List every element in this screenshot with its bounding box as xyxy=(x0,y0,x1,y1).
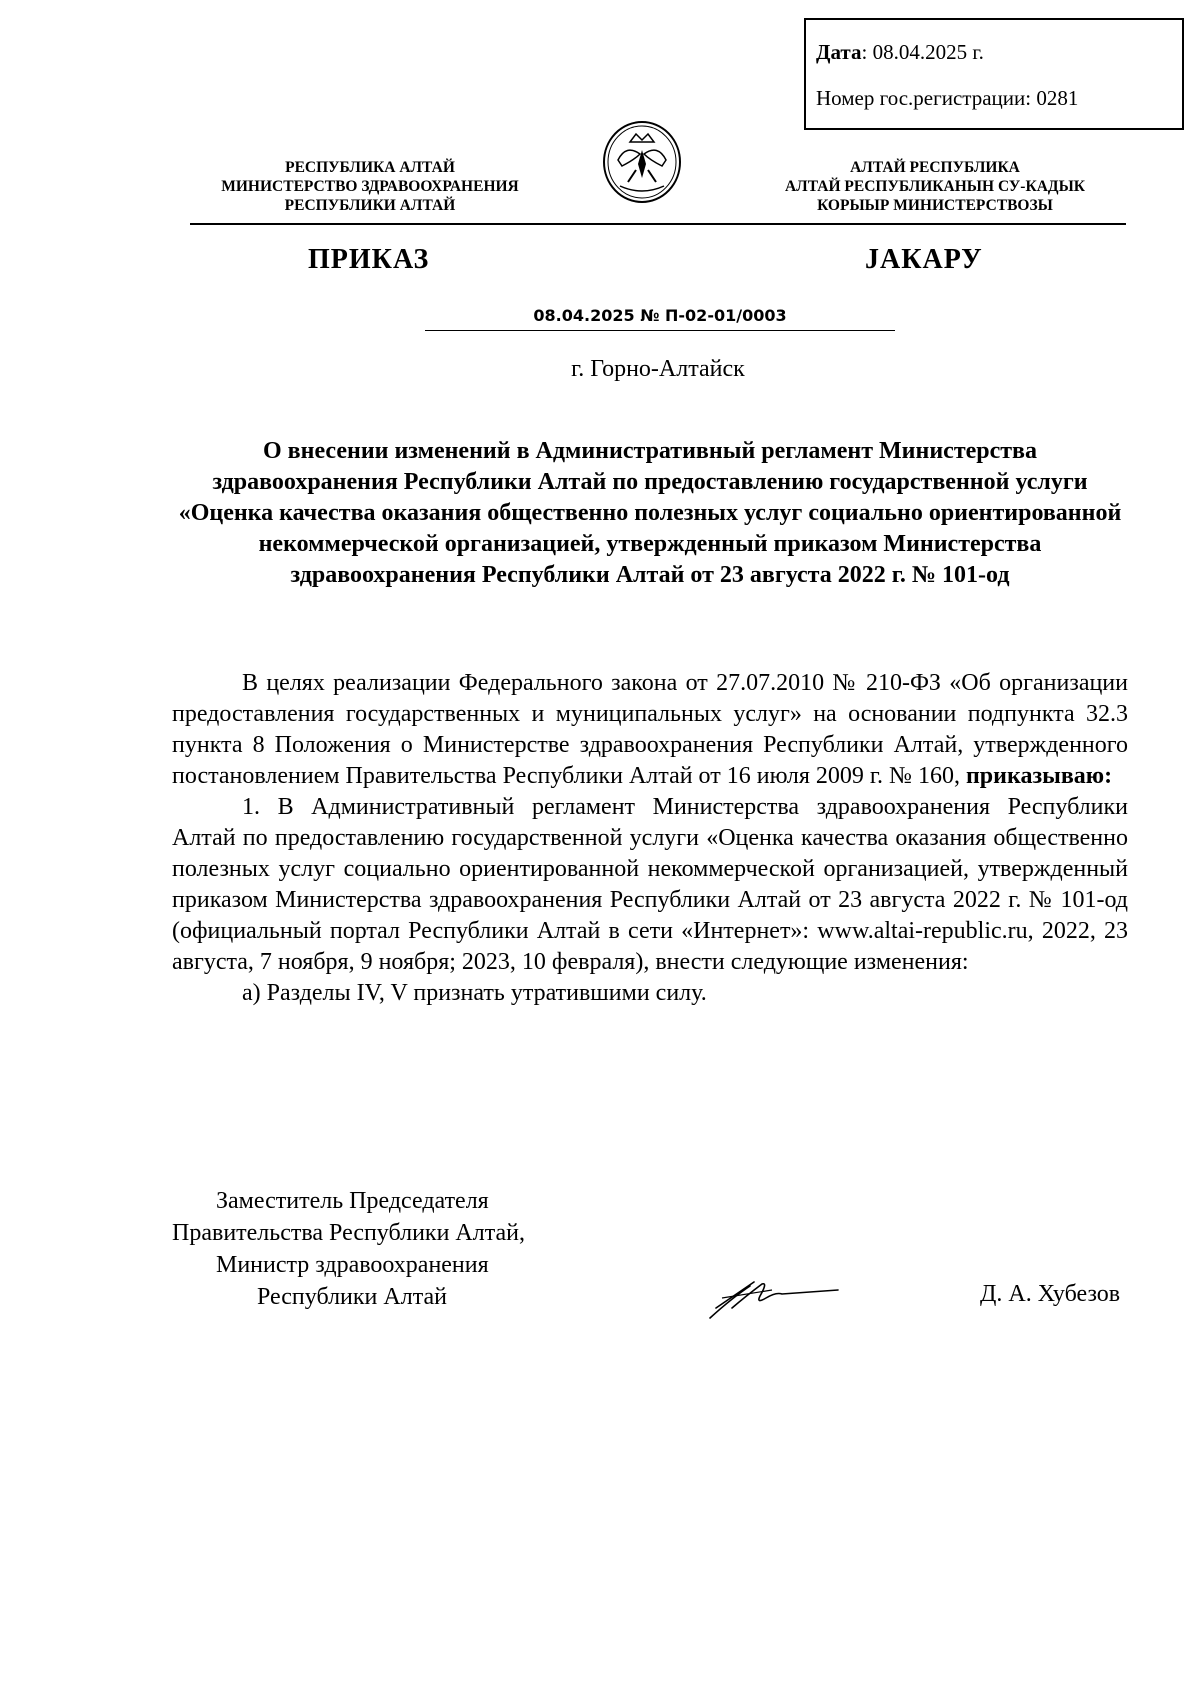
header-right-line: КОРЫЫР МИНИСТЕРСТВОЗЫ xyxy=(817,197,1053,214)
header-right-line: АЛТАЙ РЕСПУБЛИКАНЫН СУ-КАДЫК xyxy=(784,178,1086,195)
signatory-line: Республики Алтай xyxy=(257,1284,447,1310)
order-body xyxy=(172,668,1128,1009)
registration-date-value: : 08.04.2025 г. xyxy=(861,40,984,64)
city: г. Горно-Алтайск xyxy=(571,356,745,382)
signatory-position xyxy=(172,1185,525,1313)
registration-box xyxy=(804,18,1184,130)
registration-number xyxy=(816,86,1078,111)
header-left-line: МИНИСТЕРСТВО ЗДРАВООХРАНЕНИЯ xyxy=(221,178,519,195)
document-title-ru: ПРИКАЗ xyxy=(308,244,430,275)
preamble-text: В целях реализации Федерального закона от 27.07.2010 № 210-ФЗ «Об организации предоставления государственных и муниципальных услуг» на основании подпункта 32.3 пункта 8 Положения о Министерстве здравоохранения Республики Алтай, утвержденного постановлением Правительства Республики Алтай от 16 июля 2009 г. № 160, xyxy=(172,670,1128,789)
order-number: 08.04.2025 № П-02-01/0003 xyxy=(533,306,787,325)
document-title-alt: JАКАРУ xyxy=(865,244,983,275)
header-divider xyxy=(190,223,1126,225)
body-paragraph-item-1: 1. В Административный регламент Министерства здравоохранения Республики Алтай по предоставлению государственной услуги «Оценка качества оказания общественно полезных услуг социально ориентированной некоммерческой организацией, утвержденный приказом Министерства здравоохранения Республики Алтай от 23 августа 2022 г. № 101-од (официальный портал Республики Алтай в сети «Интернет»: www.altai-republic.ru, 2022, 23 августа, 7 ноября, 9 ноября; 2023, 10 февраля), внести следующие изменения: xyxy=(172,794,1128,975)
preamble-decree: приказываю: xyxy=(965,763,1113,789)
header-left-line: РЕСПУБЛИКА АЛТАЙ xyxy=(285,159,455,176)
signatory-line: Заместитель Председателя xyxy=(216,1188,489,1214)
header-right xyxy=(750,158,1120,215)
registration-number-value: : 0281 xyxy=(1025,86,1079,110)
order-number-underline xyxy=(425,330,895,331)
handwritten-signature-icon xyxy=(702,1268,842,1328)
coat-of-arms-icon xyxy=(600,120,684,204)
header-right-line: АЛТАЙ РЕСПУБЛИКА xyxy=(850,159,1020,176)
registration-number-label: Номер гос.регистрации xyxy=(816,86,1026,110)
body-paragraph-preamble xyxy=(172,668,1128,792)
signatory-name: Д. А. Хубезов xyxy=(980,1281,1121,1307)
signatory-line: Министр здравоохранения xyxy=(216,1252,489,1278)
header-left xyxy=(180,158,560,215)
registration-date-label: Дата xyxy=(816,40,862,64)
signatory-line: Правительства Республики Алтай, xyxy=(172,1220,526,1246)
order-subject: О внесении изменений в Административный регламент Министерства здравоохранения Республики Алтай по предоставлению государственной услуги «Оценка качества оказания общественно полезных услуг социально ориентированной некоммерческой организацией, утвержденный приказом Министерства здравоохранения Республики Алтай от 23 августа 2022 г. № 101-од xyxy=(178,438,1122,588)
header-left-line: РЕСПУБЛИКИ АЛТАЙ xyxy=(284,197,456,214)
body-paragraph-item-a: а) Разделы IV, V признать утратившими силу. xyxy=(242,980,707,1006)
registration-date xyxy=(816,40,984,65)
